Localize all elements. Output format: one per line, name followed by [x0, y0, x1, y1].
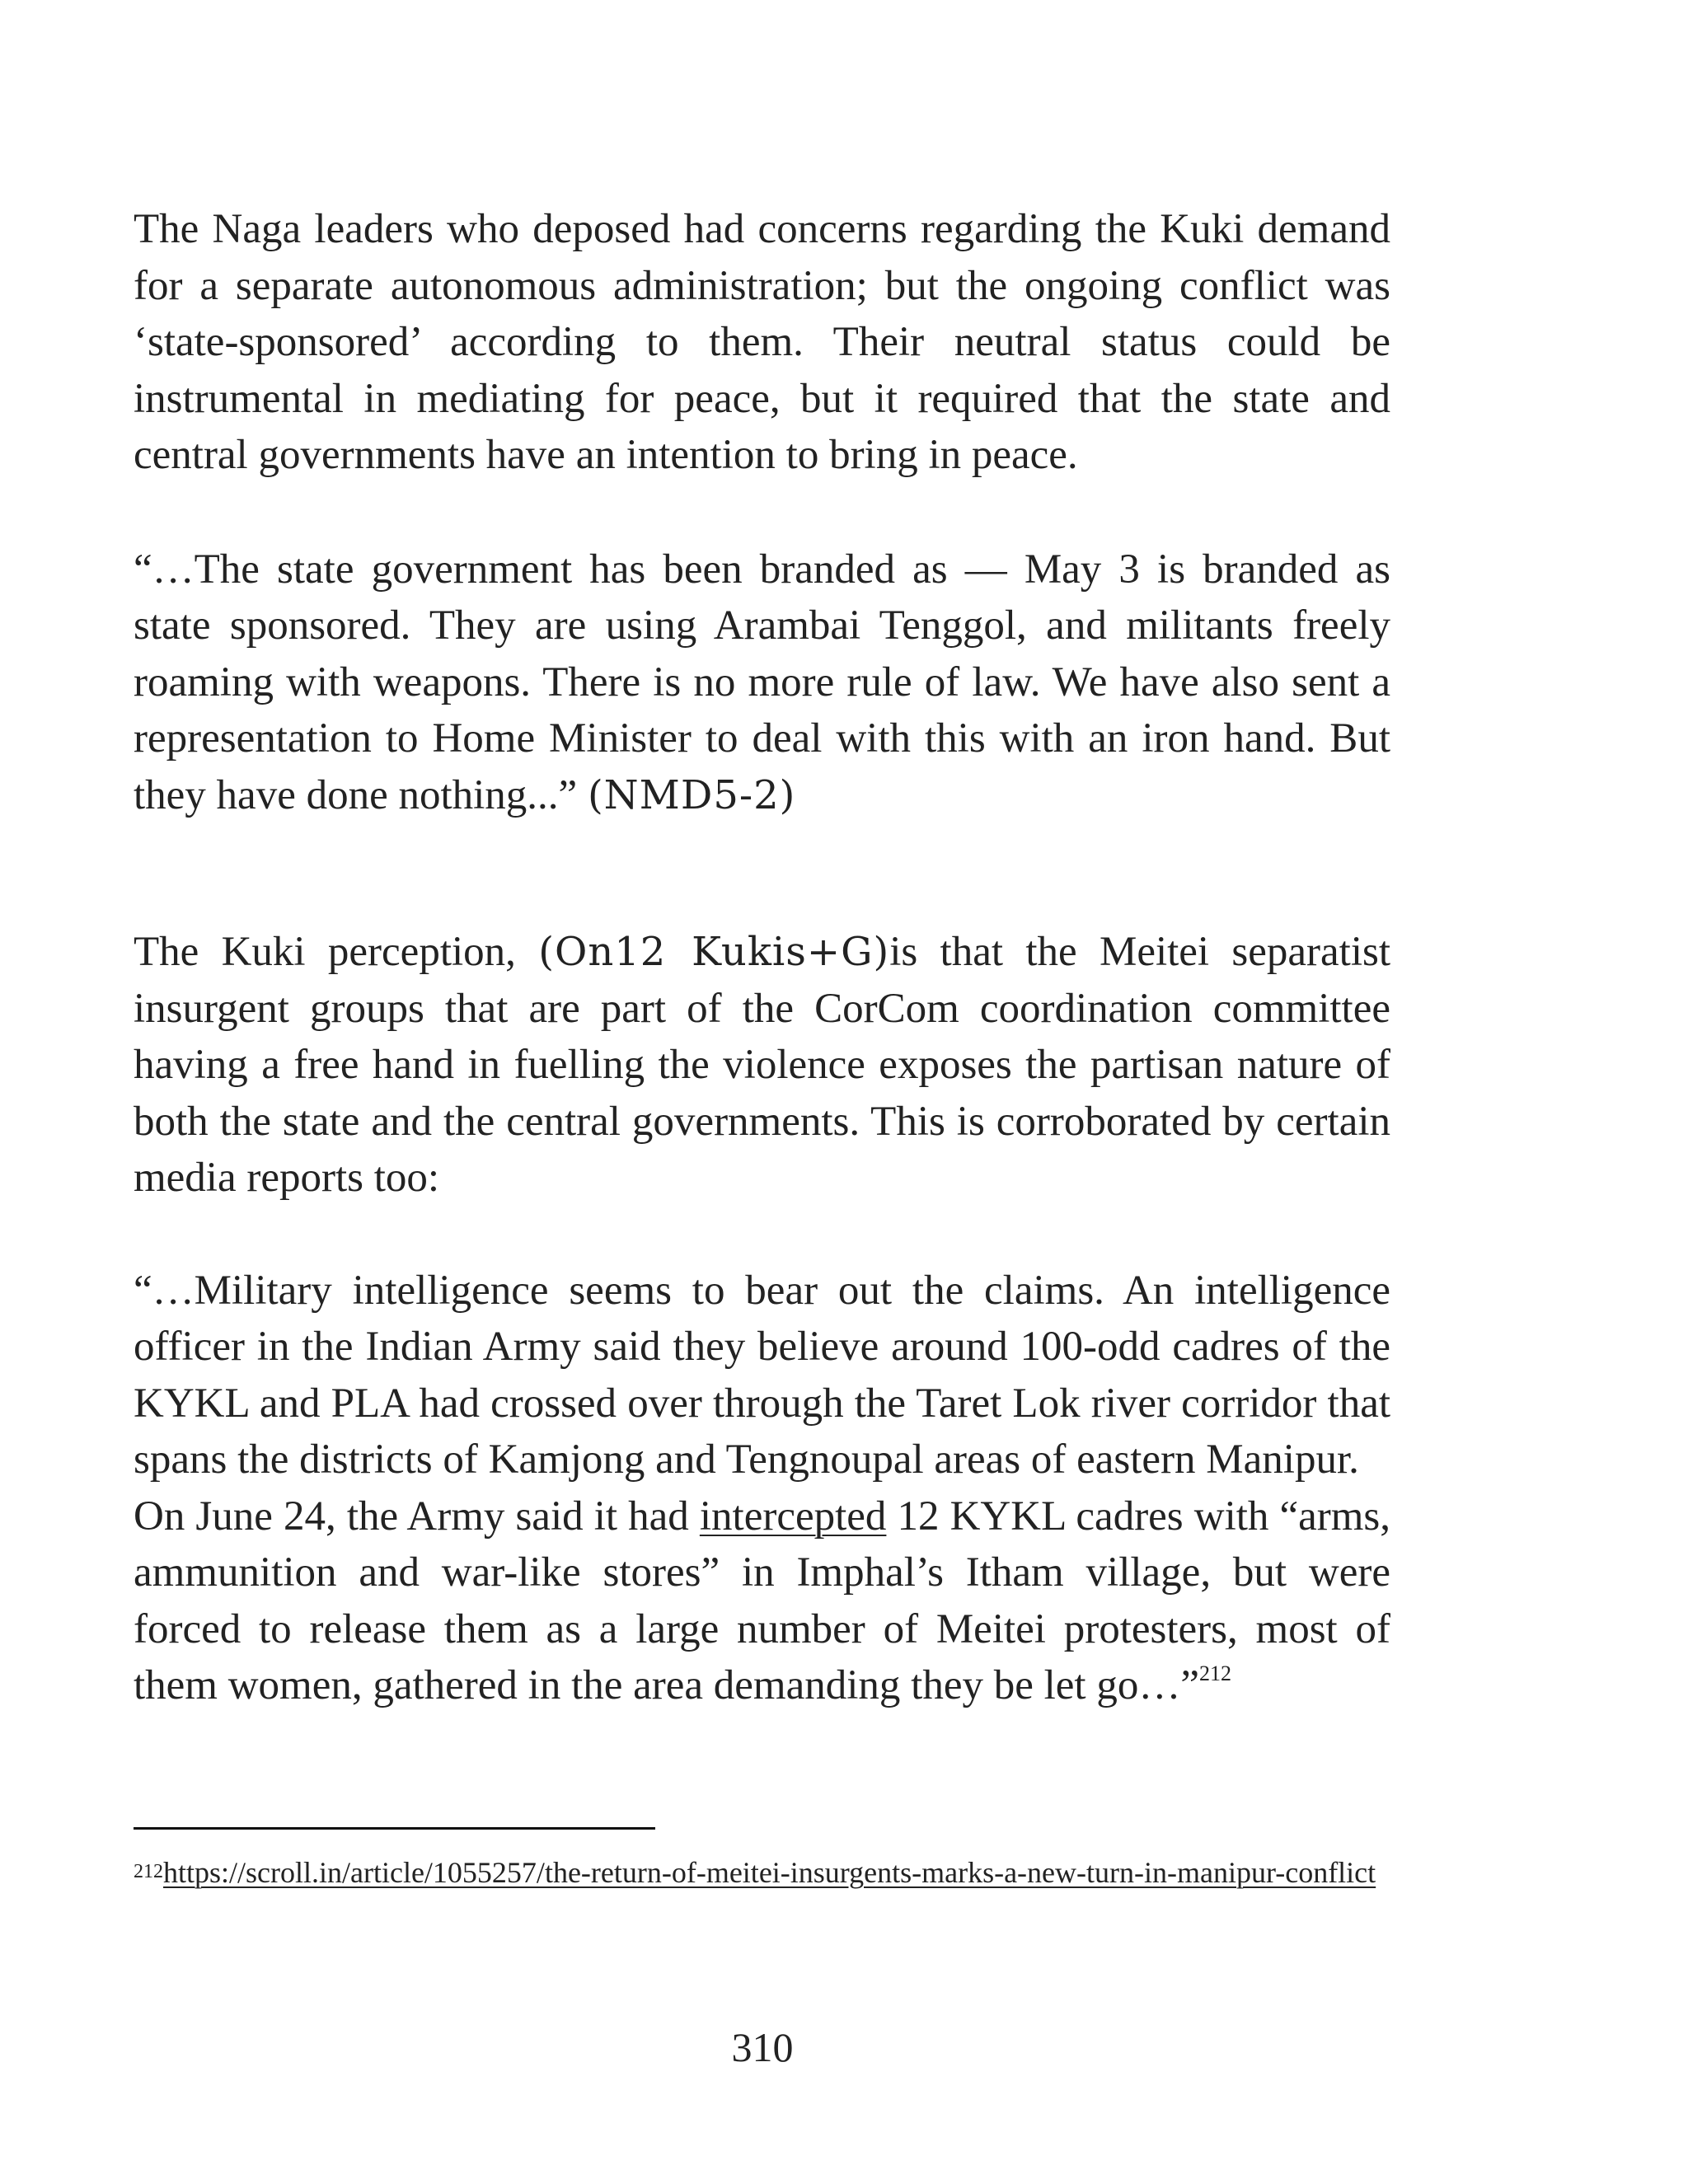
quote-nmd5 [134, 541, 1390, 824]
paragraph-naga-leaders: The Naga leaders who deposed had concerns regarding the Kuki demand for a separate autonomous administration; but the ongoing conflict was ‘state-sponsored’ according to them. Their neutral status could be instrumental in mediating for peace, but it required that the state and central governments have an intention to bring in peace. [134, 206, 1390, 478]
interview-code-on12: (On12 Kukis+G) [538, 929, 890, 975]
footnote-separator [134, 1827, 655, 1830]
paragraph-kuki-perception [134, 924, 1390, 1207]
quote-june-24 [134, 1488, 1390, 1714]
quote-military-intelligence: “…Military intelligence seems to bear out the claims. An intelligence officer in the Indian Army said they believe around 100-odd cadres of the KYKL and PLA had crossed over through the Taret Lok river corridor that spans the districts of Kamjong and Tengnoupal areas of eastern Manipur. [134, 1267, 1390, 1483]
footnote-url-link[interactable]: https://scroll.in/article/1055257/the-return-of-meitei-insurgents-marks-a-new-turn-in-manipur-conflict [163, 1856, 1376, 1889]
kuki-perception-lead: The Kuki perception, [134, 929, 516, 975]
page-number: 310 [731, 2024, 794, 2070]
interview-code-nmd5: (NMD5-2) [587, 771, 796, 818]
page-body [134, 201, 1390, 1714]
june-24-lead: On June 24, the Army said it had [134, 1493, 689, 1540]
intercepted-link[interactable]: intercepted [699, 1493, 887, 1540]
footnote [134, 1853, 1390, 1893]
footnote-number: 212 [134, 1861, 163, 1882]
kuki-perception-body: is that the Meitei separatist insurgent groups that are part of the CorCom coordination committee having a free hand in fuelling the violence exposes the partisan nature of both the state and the central governments. This is corroborated by certain media reports too: [134, 929, 1391, 1201]
quote-nmd5-text: “…The state government has been branded as — May 3 is branded as state sponsored. They are using Arambai Tenggol, and militants freely roaming with weapons. There is no more rule of law. We have also sent a representation to Home Minister to deal with this with an iron hand. But they have done nothing...” [134, 546, 1390, 818]
june-24-body: 12 KYKL cadres with “arms, ammunition and war-like stores” in Imphal’s Itham village, but were forced to release them as a large number of Meitei protesters, most of them women, gathered in the area demanding they be let go…” [134, 1493, 1391, 1708]
footnote-reference[interactable]: 212 [1198, 1661, 1231, 1685]
